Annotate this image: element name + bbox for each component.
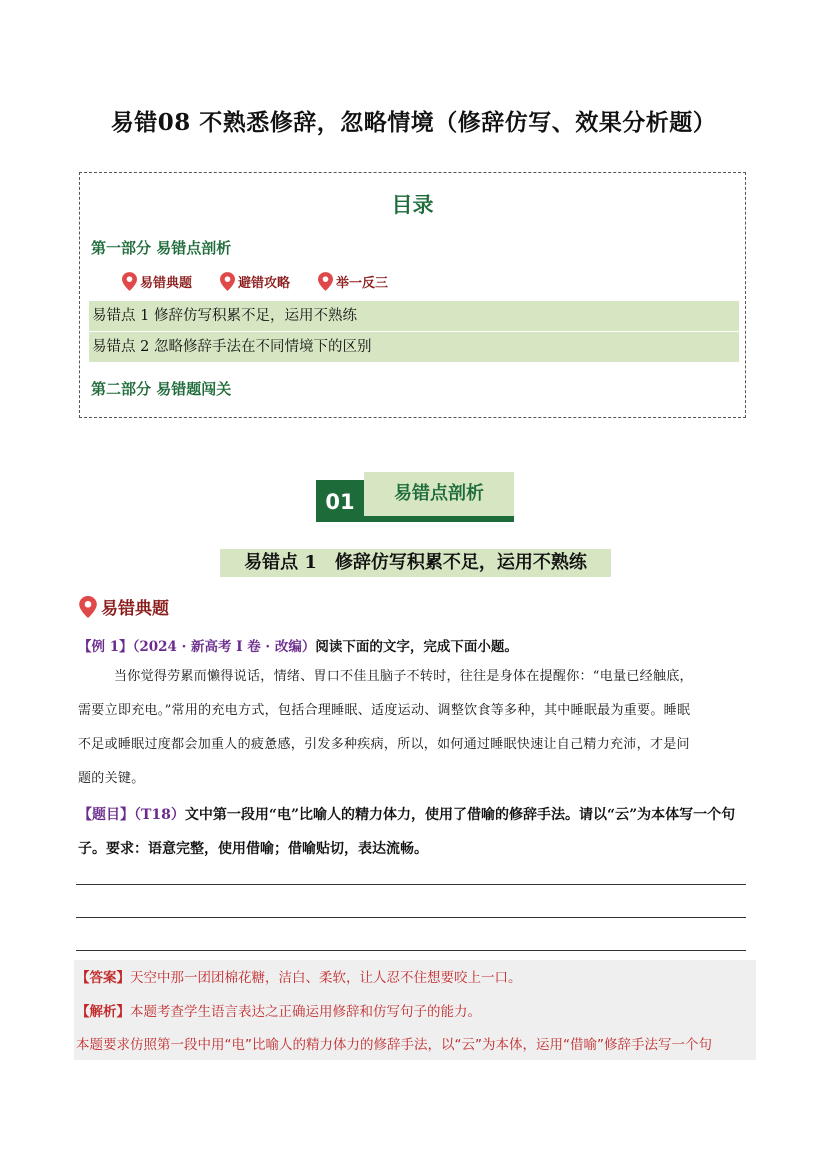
toc-tag-item[interactable] xyxy=(220,272,290,291)
section-heading xyxy=(79,594,169,619)
answer-blank-line[interactable] xyxy=(76,884,746,885)
question-line-1: 文中第一段用“电”比喻人的精力体力，使用了借喻的修辞手法。请以“云”为本体写一个句 xyxy=(184,807,736,823)
question-label: 【题目】 xyxy=(78,807,134,823)
passage-line: 当你觉得劳累而懒得说话，情绪、胃口不佳且脑子不转时，往往是身体在提醒你：“电量已经触底， xyxy=(114,669,693,684)
analysis-row xyxy=(76,1000,481,1020)
banner-label: 易错点剖析 xyxy=(364,472,514,522)
location-pin-icon xyxy=(122,272,137,291)
example-line xyxy=(78,635,518,655)
location-pin-icon xyxy=(318,272,333,291)
question-code: （T18） xyxy=(134,807,185,823)
toc-heading: 目录 xyxy=(391,193,434,217)
toc-item-1[interactable]: 易错点 1 修辞仿写积累不足，运用不熟练 xyxy=(89,301,739,331)
banner-number: 01 xyxy=(316,480,364,522)
answer-row xyxy=(76,966,522,986)
toc-part-1[interactable]: 第一部分 易错点剖析 xyxy=(91,239,232,257)
passage-line: 题的关键。 xyxy=(78,771,145,786)
toc-tag-label: 易错典题 xyxy=(140,276,193,291)
analysis-extra: 本题要求仿照第一段中用“电”比喻人的精力体力的修辞手法，以“云”为本体，运用“借喻”修辞手法写一个句 xyxy=(76,1037,712,1053)
error-point-prefix: 易错点 1 xyxy=(244,552,317,573)
table-of-contents xyxy=(79,172,746,418)
answer-box xyxy=(74,960,756,1060)
answer-label: 【答案】 xyxy=(76,970,130,986)
error-point-text: 修辞仿写积累不足，运用不熟练 xyxy=(334,552,587,573)
passage-line: 不足或睡眠过度都会加重人的疲惫感，引发多种疾病，所以，如何通过睡眠快速让自己精力充沛，才是问 xyxy=(78,737,690,752)
toc-part-2[interactable]: 第二部分 易错题闯关 xyxy=(91,380,232,398)
answer-text: 天空中那一团团棉花糖，洁白、柔软，让人忍不住想要咬上一口。 xyxy=(130,970,522,986)
question-line-2: 子。要求：语意完整，使用借喻；借喻贴切，表达流畅。 xyxy=(78,841,428,857)
location-pin-icon xyxy=(79,596,97,618)
toc-tag-label: 举一反三 xyxy=(336,276,389,291)
toc-item-2[interactable]: 易错点 2 忽略修辞手法在不同情境下的区别 xyxy=(89,332,739,362)
toc-tag-item[interactable] xyxy=(122,272,192,291)
page-title: 易错08 不熟悉修辞，忽略情境（修辞仿写、效果分析题） xyxy=(110,109,717,136)
example-source: （2024 · 新高考 Ⅰ 卷 · 改编） xyxy=(132,639,316,655)
location-pin-icon xyxy=(220,272,235,291)
section-banner xyxy=(316,472,516,522)
question-block xyxy=(78,798,758,866)
analysis-label: 【解析】 xyxy=(76,1004,130,1020)
toc-tag-label: 避错攻略 xyxy=(238,276,291,291)
answer-blank-line[interactable] xyxy=(76,950,746,951)
answer-blank-line[interactable] xyxy=(76,917,746,918)
analysis-text: 本题考查学生语言表达之正确运用修辞和仿写句子的能力。 xyxy=(130,1004,481,1020)
example-instruction: 阅读下面的文字，完成下面小题。 xyxy=(315,639,518,655)
error-point-title xyxy=(220,549,611,577)
toc-tag-item[interactable] xyxy=(318,272,388,291)
section-heading-label: 易错典题 xyxy=(101,599,169,619)
example-label: 【例 1】 xyxy=(78,639,133,655)
passage-line: 需要立即充电。”常用的充电方式，包括合理睡眠、适度运动、调整饮食等多种，其中睡眠最为重要。睡眠 xyxy=(78,703,691,718)
toc-tags xyxy=(122,272,388,291)
